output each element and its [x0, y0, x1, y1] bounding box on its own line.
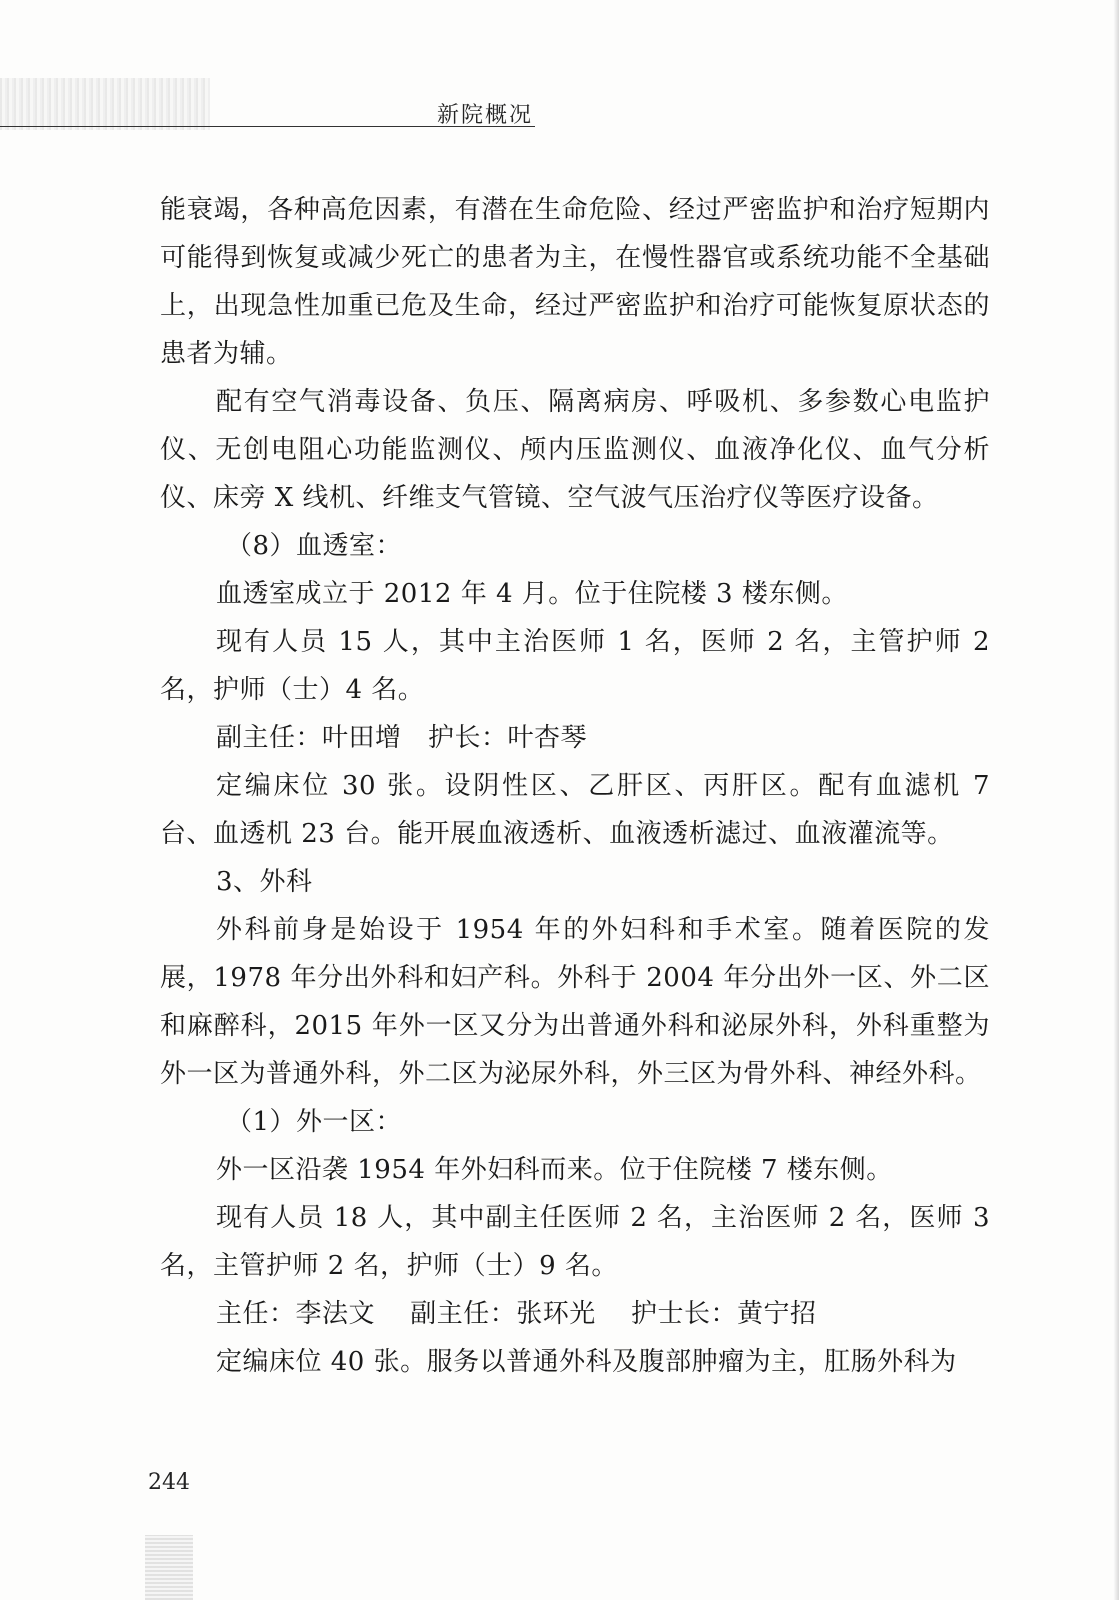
- section-heading-dialysis: （8）血透室：: [226, 531, 403, 561]
- paragraph-dialysis-staff: 现有人员 15 人，其中主治医师 1 名，医师 2 名，主管护师 2 名，护师（士）4 名。: [160, 627, 990, 705]
- section-heading-surgery: 3、外科: [216, 867, 313, 897]
- section-heading-surgery-area-1: （1）外一区：: [226, 1107, 403, 1137]
- header-rule: [0, 126, 535, 127]
- body-text: [160, 186, 990, 1386]
- paragraph-dialysis-founding: 血透室成立于 2012 年 4 月。位于住院楼 3 楼东侧。: [216, 579, 848, 609]
- paragraph-continuation: 能衰竭，各种高危因素，有潜在生命危险、经过严密监护和治疗短期内可能得到恢复或减少死亡的患者为主，在慢性器官或系统功能不全基础上，出现急性加重已危及生命，经过严密监护和治疗可能恢复原状态的患者为辅。: [160, 195, 990, 369]
- paragraph-equipment: 配有空气消毒设备、负压、隔离病房、呼吸机、多参数心电监护仪、无创电阻心功能监测仪、颅内压监测仪、血液净化仪、血气分析仪、床旁 X 线机、纤维支气管镜、空气波气压治疗仪等医疗设备。: [160, 387, 990, 513]
- page-edge-shadow: [1113, 0, 1119, 1600]
- paragraph-area1-origin: 外一区沿袭 1954 年外妇科而来。位于住院楼 7 楼东侧。: [216, 1155, 893, 1185]
- paragraph-dialysis-beds: 定编床位 30 张。设阴性区、乙肝区、丙肝区。配有血滤机 7 台、血透机 23 台。能开展血液透析、血液透析滤过、血液灌流等。: [160, 771, 990, 849]
- running-header-title: 新院概况: [437, 103, 534, 128]
- page-number: 244: [148, 1470, 190, 1495]
- paragraph-area1-beds: 定编床位 40 张。服务以普通外科及腹部肿瘤为主，肛肠外科为: [216, 1347, 957, 1377]
- paragraph-area1-leaders: 主任：李法文 副主任：张环光 护士长：黄宁招: [216, 1299, 817, 1329]
- paragraph-surgery-history: 外科前身是始设于 1954 年的外妇科和手术室。随着医院的发展，1978 年分出外科和妇产科。外科于 2004 年分出外一区、外二区和麻醉科，2015 年外一区又分为出普通外科和泌尿外科，外科重整为外一区为普通外科，外二区为泌尿外科，外三区为骨外科、神经外科。: [160, 915, 990, 1089]
- paragraph-area1-staff: 现有人员 18 人，其中副主任医师 2 名，主治医师 2 名，医师 3 名，主管护师 2 名，护师（士）9 名。: [160, 1203, 990, 1281]
- paragraph-dialysis-leaders: 副主任：叶田增 护长：叶杏琴: [216, 723, 588, 753]
- scan-artifact-bottom: [145, 1535, 193, 1600]
- scan-artifact: [0, 78, 210, 130]
